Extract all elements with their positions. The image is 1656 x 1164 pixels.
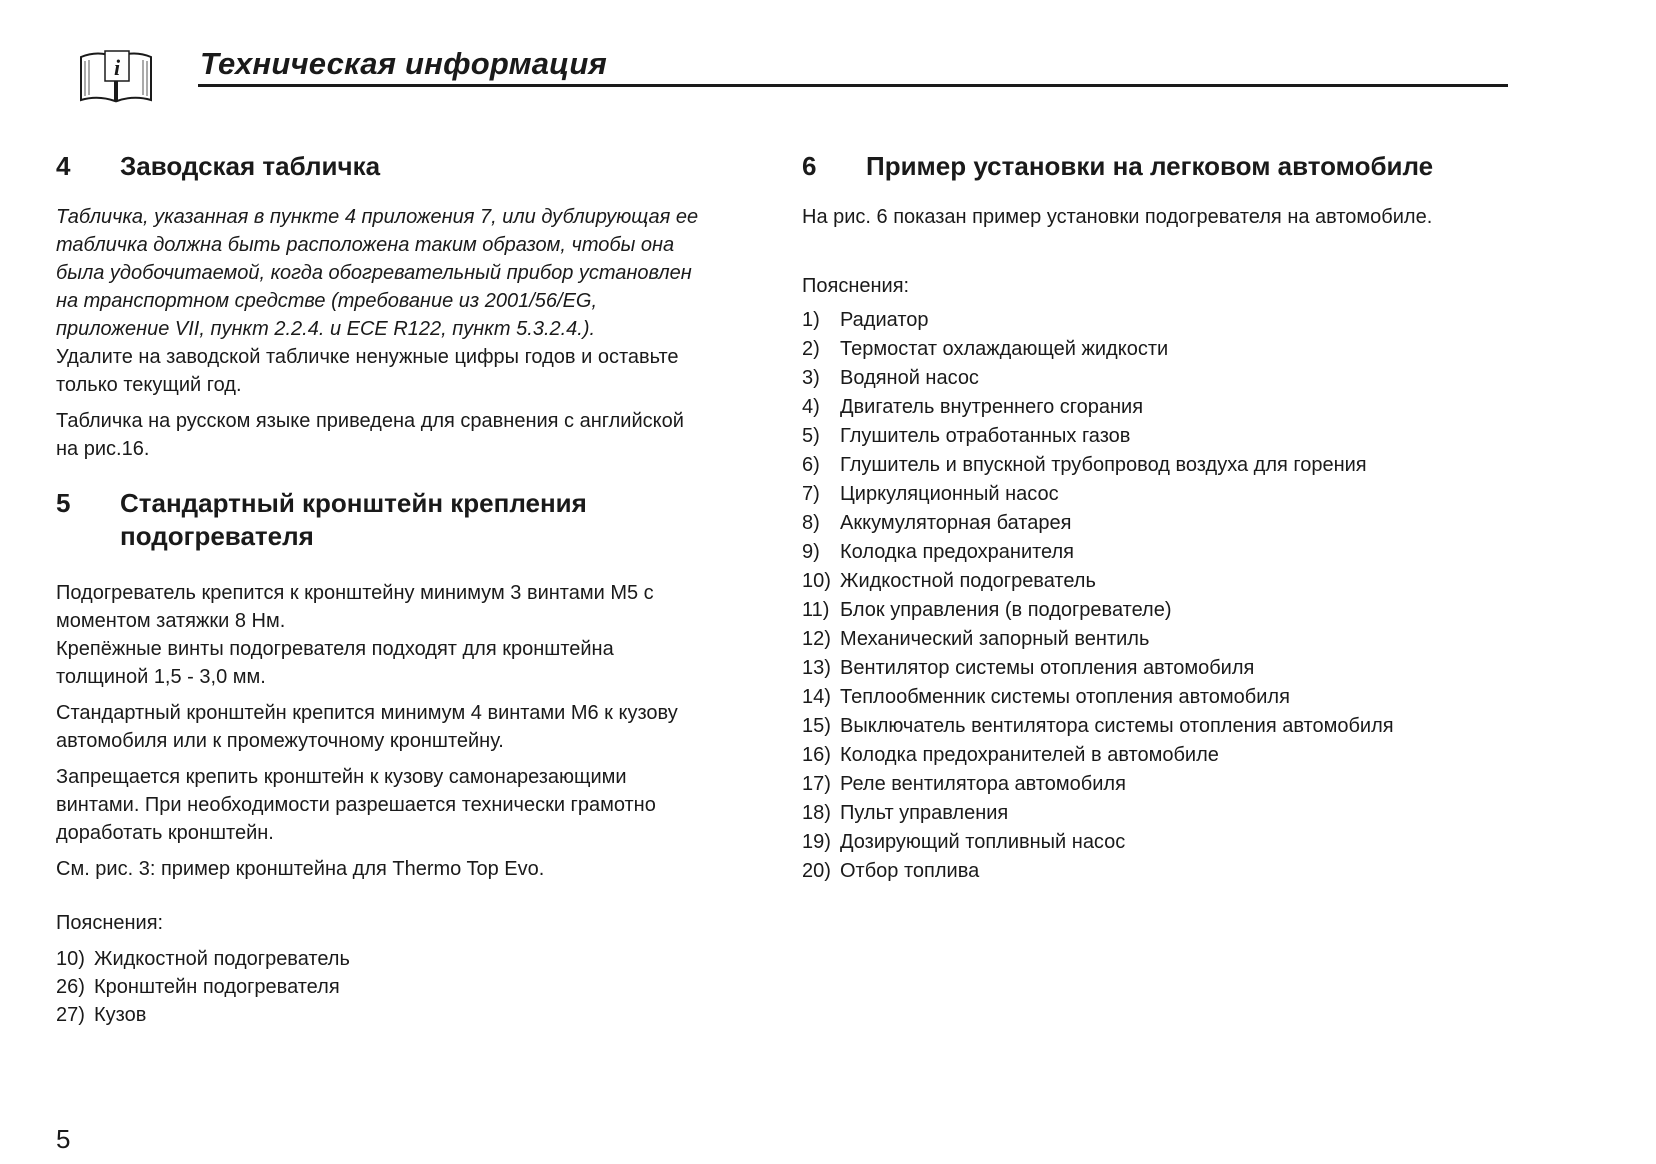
paragraph: Удалите на заводской табличке ненужные цифры годов и оставьте только текущий год.: [56, 346, 679, 396]
list-item: 2) Термостат охлаждающей жидкости: [802, 338, 1169, 360]
section-5-heading: [56, 487, 776, 553]
list-item: 10) Жидкостной подогреватель: [56, 948, 350, 970]
list-item: 3) Водяной насос: [802, 367, 979, 389]
section-number: 6: [802, 151, 817, 181]
paragraph: Табличка на русском языке приведена для сравнения с английской на рис.16.: [56, 410, 684, 460]
list-item: 9) Колодка предохранителя: [802, 541, 1075, 563]
list-item: 15) Выключатель вентилятора системы отопления автомобиля: [802, 715, 1394, 737]
left-column: [56, 150, 776, 1029]
intro-text: На рис. 6 показан пример установки подогревателя на автомобиле.: [802, 206, 1433, 228]
section-4-heading: [56, 150, 776, 183]
paragraph: Стандартный кронштейн крепится минимум 4 винтами М6 к кузову автомобиля или к промежуточному кронштейну.: [56, 702, 678, 752]
list-item: 12) Механический запорный вентиль: [802, 628, 1150, 650]
nameplate-requirement-text: Табличка, указанная в пункте 4 приложения 7, или дублирующая ее табличка должна быть расположена таким образом, чтобы она была удобочитаемой, когда обогревательный прибор установлен на транспортном средстве (требование из 2001/56/EG, приложение VII, пункт 2.2.4. и ECE R122, пункт 5.3.2.4.).: [56, 206, 699, 340]
list-item: 11) Блок управления (в подогревателе): [802, 599, 1172, 621]
svg-text:i: i: [113, 55, 121, 80]
legend-list: [802, 306, 1522, 886]
list-item: 1) Радиатор: [802, 309, 929, 331]
list-item: 26) Кронштейн подогревателя: [56, 976, 340, 998]
section-title: Заводская табличка: [120, 151, 381, 181]
legend-title: Пояснения:: [802, 275, 910, 297]
list-item: 6) Глушитель и впускной трубопровод воздуха для горения: [802, 454, 1367, 476]
list-item: 18) Пульт управления: [802, 802, 1009, 824]
list-item: 13) Вентилятор системы отопления автомобиля: [802, 657, 1255, 679]
list-item: 20) Отбор топлива: [802, 860, 980, 882]
list-item: 27) Кузов: [56, 1004, 147, 1026]
list-item: 10) Жидкостной подогреватель: [802, 570, 1096, 592]
header-divider: [198, 84, 1508, 87]
legend-title: Пояснения:: [56, 912, 164, 934]
list-item: 16) Колодка предохранителей в автомобиле: [802, 744, 1219, 766]
page-number: 5: [56, 1124, 71, 1154]
list-item: 7) Циркуляционный насос: [802, 483, 1059, 505]
figure-reference: См. рис. 3: пример кронштейна для Thermo Top Evo.: [56, 858, 545, 880]
section-number: 5: [56, 488, 71, 518]
section-number: 4: [56, 151, 71, 181]
paragraph: Запрещается крепить кронштейн к кузову самонарезающими винтами. При необходимости разрешается технически грамотно доработать кронштейн.: [56, 766, 656, 844]
book-info-icon: [78, 45, 154, 105]
section-6-heading: [802, 150, 1522, 183]
paragraph: Подогреватель крепится к кронштейну минимум 3 винтами М5 с моментом затяжки 8 Нм. Крепёжные винты подогревателя подходят для кронштейна толщиной 1,5 - 3,0 мм.: [56, 582, 654, 688]
page-title: Техническая информация: [200, 46, 607, 81]
list-item: 4) Двигатель внутреннего сгорания: [802, 396, 1144, 418]
list-item: 17) Реле вентилятора автомобиля: [802, 773, 1126, 795]
section-title: Пример установки на легковом автомобиле: [866, 151, 1434, 181]
list-item: 5) Глушитель отработанных газов: [802, 425, 1131, 447]
right-column: [802, 150, 1522, 886]
list-item: 8) Аккумуляторная батарея: [802, 512, 1072, 534]
section-title: Стандартный кронштейн крепления подогревателя: [120, 488, 587, 551]
list-item: 14) Теплообменник системы отопления автомобиля: [802, 686, 1290, 708]
list-item: 19) Дозирующий топливный насос: [802, 831, 1126, 853]
